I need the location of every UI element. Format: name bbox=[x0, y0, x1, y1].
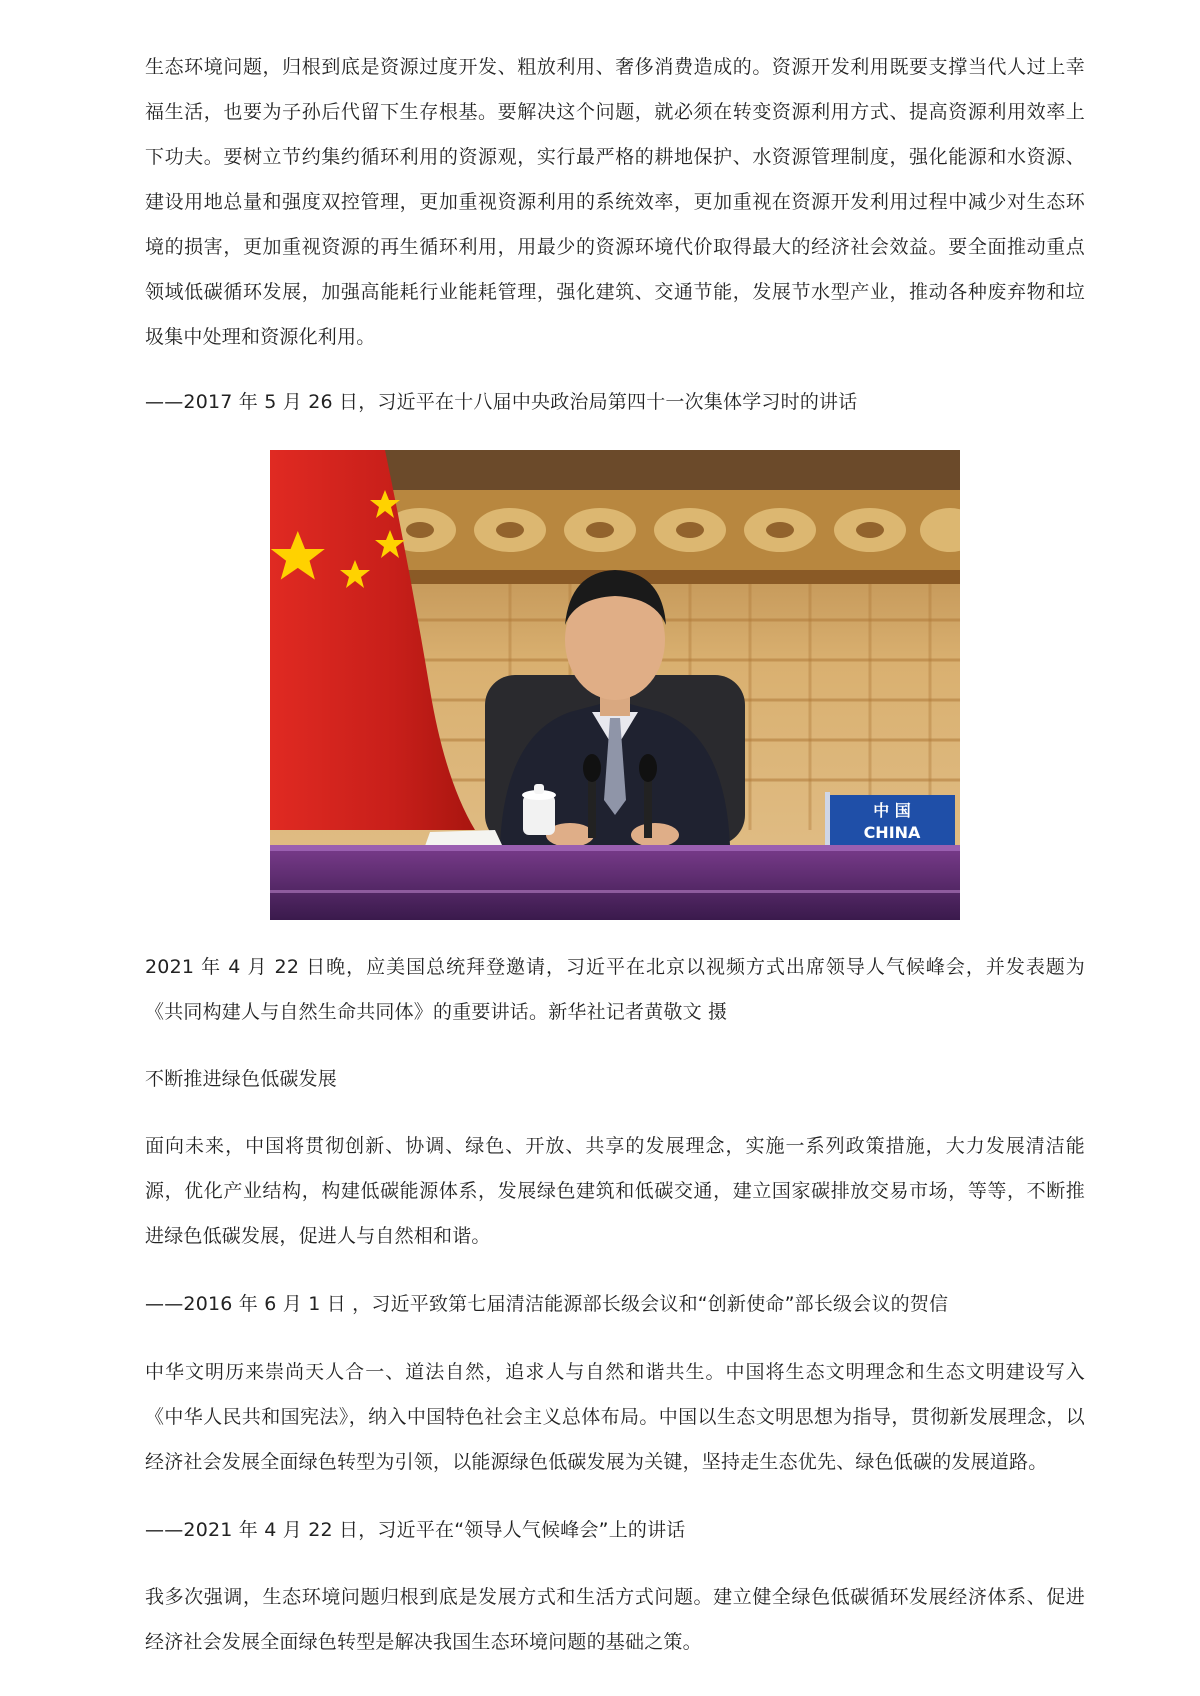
nameplate-en: CHINA bbox=[863, 823, 921, 842]
section-heading: 不断推进绿色低碳发展 bbox=[145, 1068, 338, 1090]
paragraph-development-mode: 我多次强调，生态环境问题归根到底是发展方式和生活方式问题。建立健全绿色低碳循环发展经济体系、促进经济社会发展全面绿色转型是解决我国生态环境问题的基础之策。 bbox=[145, 1586, 1085, 1653]
photo-caption: 2021 年 4 月 22 日晚，应美国总统拜登邀请，习近平在北京以视频方式出席领导人气候峰会，并发表题为《共同构建人与自然生命共同体》的重要讲话。新华社记者黄敬文 摄 bbox=[145, 956, 1085, 1023]
paragraph-resources: 生态环境问题，归根到底是资源过度开发、粗放利用、奢侈消费造成的。资源开发利用既要支撑当代人过上幸福生活，也要为子孙后代留下生存根基。要解决这个问题，就必须在转变资源利用方式、提高资源利用效率上下功夫。要树立节约集约循环利用的资源观，实行最严格的耕地保护、水资源管理制度，强化能源和水资源、建设用地总量和强度双控管理，更加重视资源利用的系统效率，更加重视在资源开发利用过程中减少对生态环境的损害，更加重视资源的再生循环利用，用最少的资源环境代价取得最大的经济社会效益。要全面推动重点领域低碳循环发展，加强高能耗行业能耗管理，强化建筑、交通节能，发展节水型产业，推动各种废弃物和垃圾集中处理和资源化利用。 bbox=[145, 56, 1085, 348]
nameplate-cn: 中 国 bbox=[873, 801, 911, 820]
source-citation-2016: ——2016 年 6 月 1 日 ，习近平致第七届清洁能源部长级会议和“创新使命”部长级会议的贺信 bbox=[145, 1293, 949, 1315]
source-citation-2017: ——2017 年 5 月 26 日，习近平在十八届中央政治局第四十一次集体学习时的讲话 bbox=[145, 391, 858, 413]
news-photo bbox=[270, 450, 960, 920]
paragraph-green-development: 面向未来，中国将贯彻创新、协调、绿色、开放、共享的发展理念，实施一系列政策措施，大力发展清洁能源，优化产业结构，构建低碳能源体系，发展绿色建筑和低碳交通，建立国家碳排放交易市场，等等，不断推进绿色低碳发展，促进人与自然相和谐。 bbox=[145, 1135, 1085, 1247]
source-citation-2021: ——2021 年 4 月 22 日，习近平在“领导人气候峰会”上的讲话 bbox=[145, 1519, 686, 1541]
paragraph-civilization: 中华文明历来崇尚天人合一、道法自然，追求人与自然和谐共生。中国将生态文明理念和生态文明建设写入《中华人民共和国宪法》，纳入中国特色社会主义总体布局。中国以生态文明思想为指导，贯彻新发展理念，以经济社会发展全面绿色转型为引领，以能源绿色低碳发展为关键，坚持走生态优先、绿色低碳的发展道路。 bbox=[145, 1361, 1085, 1473]
